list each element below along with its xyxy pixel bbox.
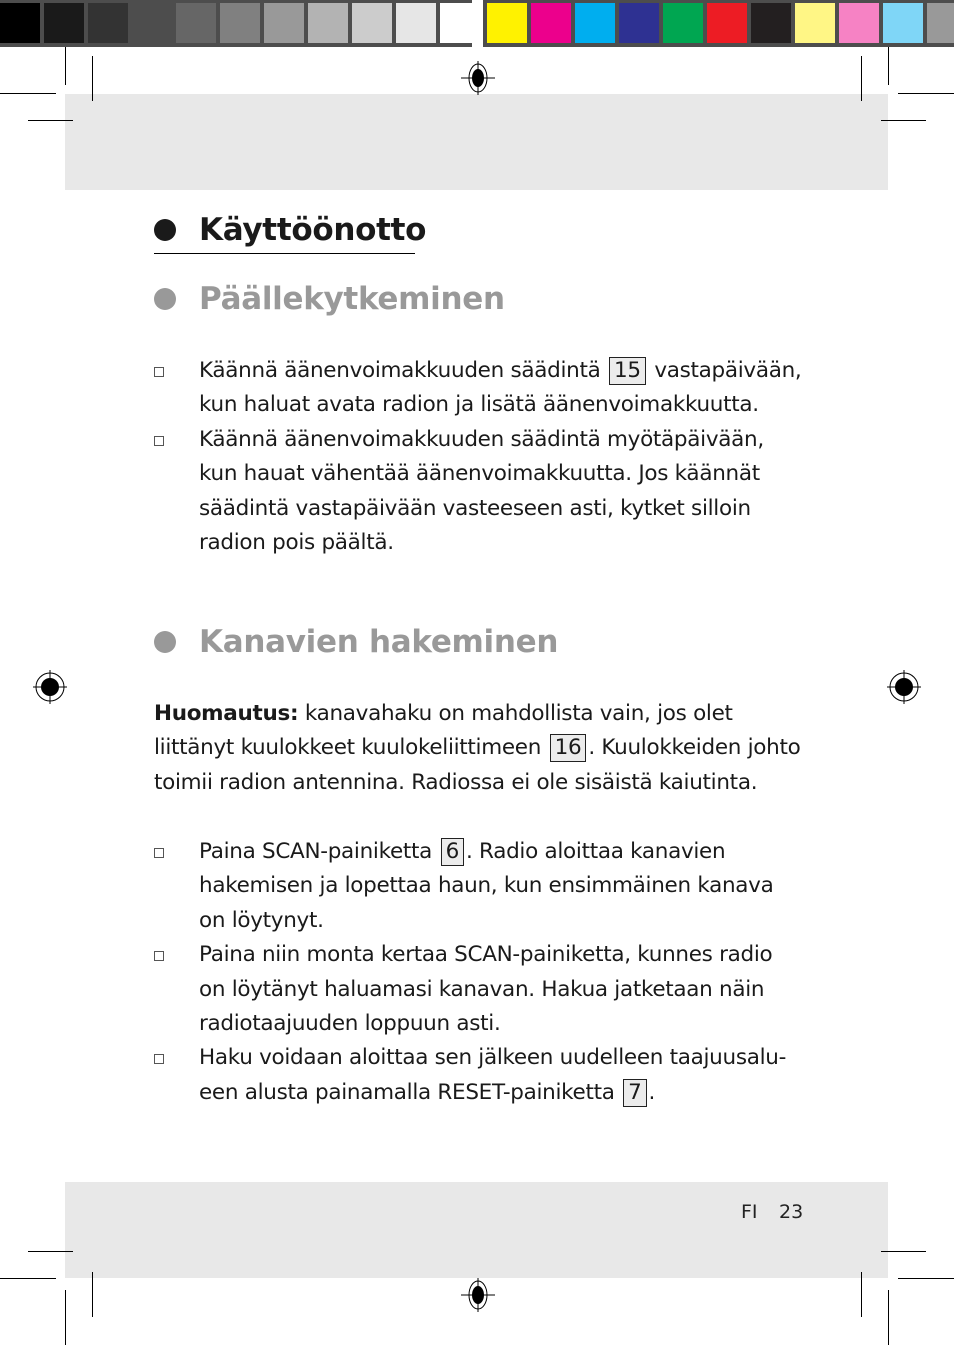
crop-mark (861, 1272, 862, 1317)
color-swatch (927, 3, 954, 43)
text-run: säädintä vastapäivään vasteeseen asti, kytket silloin (199, 495, 751, 521)
text-line (199, 354, 801, 388)
registration-mark-icon (33, 670, 67, 704)
color-swatch (396, 3, 436, 43)
text-run: Paina niin monta kertaa SCAN-painiketta, kunnes radio (199, 942, 773, 968)
text-run: liittänyt kuulokkeet kuulokeliittimeen (154, 735, 548, 761)
list-item (154, 423, 801, 561)
color-swatch (176, 3, 216, 43)
text-line (199, 938, 786, 972)
color-swatch (795, 3, 835, 43)
crop-mark (92, 56, 93, 101)
crop-mark (0, 93, 56, 94)
crop-mark (861, 56, 862, 101)
text-run: kun haluat avata radion ja lisätä äänenvoimakkuutta. (199, 392, 759, 418)
text-run: kanavahaku on mahdollista vain, jos olet (298, 701, 733, 726)
part-reference-number: 15 (609, 357, 646, 385)
footer-band (65, 1182, 888, 1278)
text-run: . Kuulokkeiden johto (588, 735, 801, 761)
text-run: toimii radion antennina. Radiossa ei ole sisäistä kaiutinta. (154, 769, 758, 795)
text-line (199, 1076, 786, 1110)
section-heading-switch-on (154, 281, 505, 317)
color-swatch (619, 3, 659, 43)
text-line (199, 423, 801, 457)
text-line (199, 973, 786, 1007)
color-swatch (132, 3, 172, 43)
list-item (154, 1041, 786, 1110)
text-line (199, 492, 801, 526)
text-line (199, 457, 801, 491)
checkbox-bullet-icon (154, 1054, 164, 1064)
crop-mark (28, 120, 73, 121)
checkbox-bullet-icon (154, 848, 164, 858)
process-color-bar (483, 0, 954, 47)
note-label: Huomautus: (154, 701, 299, 726)
crop-mark (28, 1251, 73, 1252)
text-line (154, 697, 800, 731)
color-swatch (839, 3, 879, 43)
color-swatch (487, 3, 527, 43)
crop-mark (0, 1278, 56, 1279)
text-run: on löytänyt haluamasi kanavan. Hakua jatketaan näin (199, 976, 765, 1002)
section-heading-main (154, 212, 426, 248)
color-swatch (308, 3, 348, 43)
text-run: . (648, 1079, 656, 1105)
crop-mark (888, 47, 889, 85)
crop-mark (881, 120, 926, 121)
crop-mark (881, 1251, 926, 1252)
color-swatch (264, 3, 304, 43)
crop-mark (898, 1278, 954, 1279)
text-line (199, 904, 786, 938)
text-run: vastapäivään, (647, 358, 802, 383)
checkbox-bullet-icon (154, 951, 164, 961)
text-line (199, 1041, 786, 1075)
list-item (154, 835, 786, 938)
search-instructions (154, 835, 786, 1110)
text-run: hakemisen ja lopettaa haun, kun ensimmäinen kanava (199, 873, 774, 899)
color-swatch (707, 3, 747, 43)
text-line (199, 388, 801, 422)
color-swatch (575, 3, 615, 43)
bullet-dot-icon (154, 219, 176, 241)
text-run: een alusta painamalla RESET-painiketta (199, 1079, 622, 1105)
registration-mark-icon (461, 1278, 495, 1312)
checkbox-bullet-icon (154, 436, 164, 446)
color-swatch (44, 3, 84, 43)
text-run: kun hauat vähentää äänenvoimakkuutta. Jos käännät (199, 461, 760, 487)
color-swatch (531, 3, 571, 43)
text-run: Käännä äänenvoimakkuuden säädintä (199, 358, 608, 383)
text-run: Käännä äänenvoimakkuuden säädintä myötäpäivään, (199, 426, 764, 452)
part-reference-number: 6 (441, 838, 464, 866)
color-swatch (352, 3, 392, 43)
text-line (154, 731, 800, 765)
registration-mark-icon (887, 670, 921, 704)
text-line (199, 526, 801, 560)
text-line (199, 1007, 786, 1041)
part-reference-number: 16 (550, 734, 587, 762)
switch-on-instructions (154, 354, 801, 560)
bullet-dot-icon (154, 631, 176, 653)
heading-underline (154, 253, 415, 254)
color-swatch (663, 3, 703, 43)
crop-mark (898, 93, 954, 94)
crop-mark (92, 1272, 93, 1317)
section-heading-search (154, 624, 558, 660)
heading-text: Kanavien hakeminen (199, 624, 559, 660)
heading-text: Käyttöönotto (199, 212, 427, 248)
text-line (199, 869, 786, 903)
page-number: 23 (779, 1201, 804, 1223)
heading-text: Päällekytkeminen (199, 281, 505, 317)
header-band (65, 94, 888, 190)
color-swatch (883, 3, 923, 43)
crop-mark (65, 47, 66, 85)
text-run: Haku voidaan aloittaa sen jälkeen uudelleen taajuusalu- (199, 1045, 787, 1071)
checkbox-bullet-icon (154, 367, 164, 377)
part-reference-number: 7 (623, 1079, 646, 1107)
gray-color-bar (0, 0, 472, 47)
crop-mark (65, 1290, 66, 1345)
crop-mark (888, 1290, 889, 1345)
bullet-dot-icon (154, 288, 176, 310)
note-paragraph (154, 697, 800, 800)
color-swatch (88, 3, 128, 43)
text-run: on löytynyt. (199, 907, 324, 933)
color-swatch (220, 3, 260, 43)
text-line (199, 835, 786, 869)
color-swatch (440, 3, 480, 43)
registration-mark-icon (461, 61, 495, 95)
list-item (154, 938, 786, 1041)
color-swatch (0, 3, 40, 43)
text-run: Paina SCAN-painiketta (199, 839, 439, 864)
text-run: radion pois päältä. (199, 530, 394, 556)
language-code: FI (741, 1201, 758, 1223)
color-swatch (751, 3, 791, 43)
text-line (154, 766, 800, 800)
text-run: . Radio aloittaa kanavien (465, 839, 726, 864)
list-item (154, 354, 801, 423)
text-run: radiotaajuuden loppuun asti. (199, 1011, 501, 1037)
